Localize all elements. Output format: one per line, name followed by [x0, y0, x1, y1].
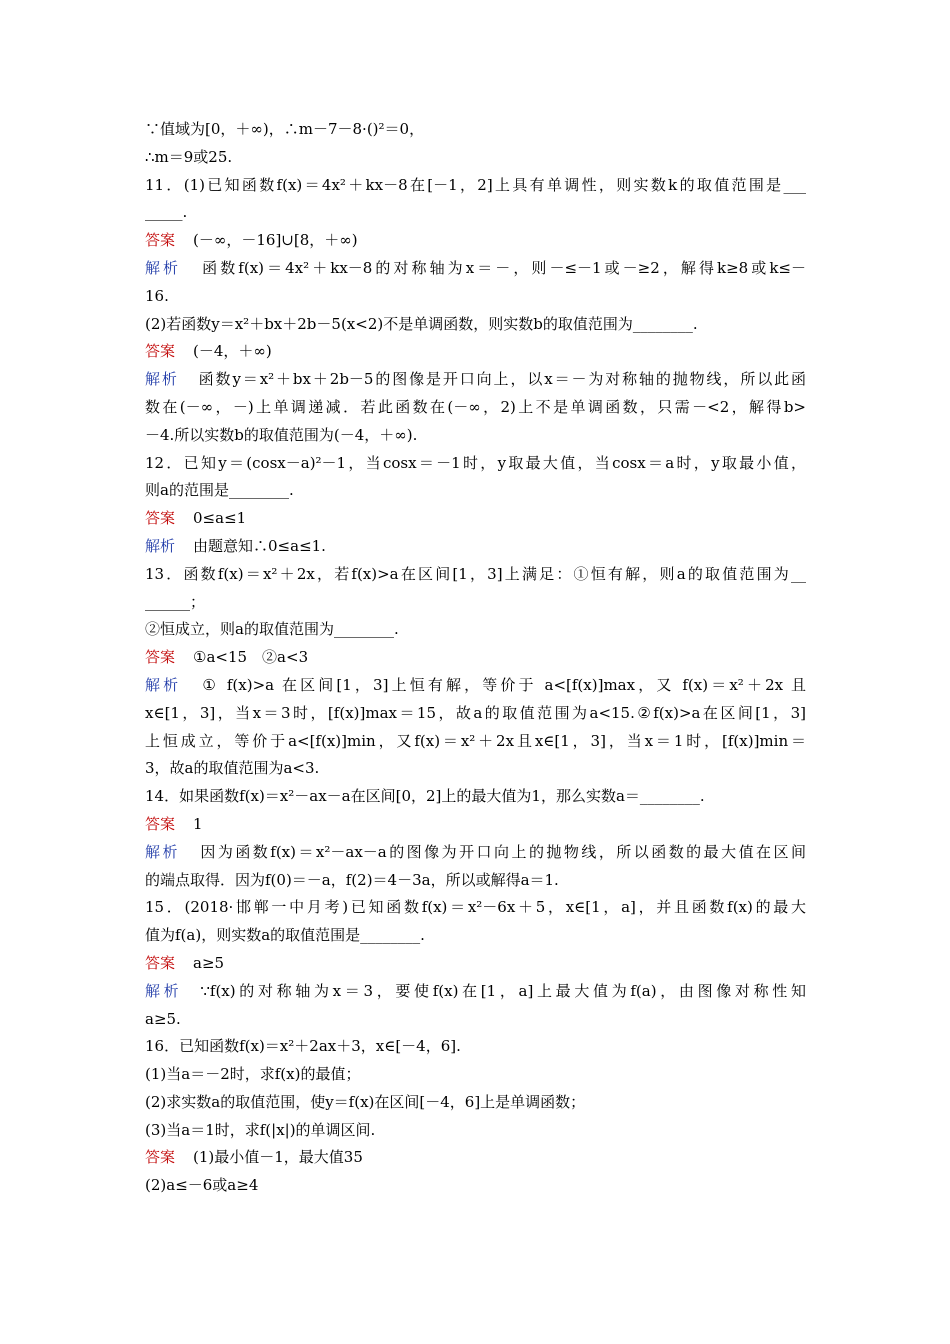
text-line: _____.	[145, 203, 188, 222]
answer-label: 答案	[145, 953, 176, 972]
analysis-label: 解析	[145, 370, 179, 389]
text-line: 值为f(a)，则实数a的取值范围是________.	[145, 926, 425, 945]
question-11-1: 11．(1)已知函数f(x)＝4x²＋kx－8在[－1，2]上具有单调性，则实数k的取值范围是___	[145, 175, 806, 194]
answer-text: 1	[193, 814, 203, 833]
text-line: －4.所以实数b的取值范围为(－4，＋∞).	[145, 425, 418, 444]
answer-text: 0≤a≤1	[193, 509, 247, 528]
answer-line	[145, 1144, 806, 1172]
analysis-line	[145, 978, 806, 1006]
analysis-label: 解析	[145, 981, 183, 1000]
analysis-text: 函数y＝x²＋bx＋2b－5的图像是开口向上，以x＝－为对称轴的抛物线，所以此函	[196, 370, 806, 389]
text-line: 3，故a的取值范围为a<3.	[145, 759, 320, 778]
analysis-text: ① f(x)>a 在区间[1，3]上恒有解，等价于 a<[f(x)]max，又 f(x)＝x²＋2x 且	[199, 675, 806, 694]
question-14: 14．如果函数f(x)＝x²－ax－a在区间[0，2]上的最大值为1，那么实数a＝________.	[145, 787, 705, 806]
text-line: (2)a≤－6或a≥4	[145, 1176, 259, 1195]
text-line: a≥5.	[145, 1009, 181, 1028]
answer-label: 答案	[145, 509, 176, 528]
answer-text: (－∞，－16]∪[8，＋∞)	[193, 231, 358, 250]
question-13: 13．函数f(x)＝x²＋2x，若f(x)>a在区间[1，3]上满足：①恒有解，则a的取值范围为__	[145, 564, 806, 583]
text-line: ②恒成立，则a的取值范围为________.	[145, 620, 399, 639]
text-line: (2)求实数a的取值范围，使y＝f(x)在区间[－4，6]上是单调函数；	[145, 1092, 586, 1111]
answer-line	[145, 338, 806, 366]
answer-text: (－4，＋∞)	[193, 342, 272, 361]
text-line: (3)当a＝1时，求f(|x|)的单调区间.	[145, 1120, 376, 1139]
analysis-label: 解析	[145, 536, 176, 555]
question-15: 15．(2018·邯郸一中月考)已知函数f(x)＝x²－6x＋5，x∈[1，a]，并且函数f(x)的最大	[145, 898, 806, 917]
answer-line	[145, 644, 806, 672]
analysis-text: 因为函数f(x)＝x²－ax－a的图像为开口向上的抛物线，所以函数的最大值在区间	[197, 842, 806, 861]
answer-line	[145, 950, 806, 978]
answer-text: (1)最小值－1，最大值35	[193, 1148, 363, 1167]
answer-line	[145, 505, 806, 533]
analysis-line	[145, 366, 806, 394]
answer-text: a≥5	[193, 953, 225, 972]
analysis-label: 解析	[145, 675, 182, 694]
answer-text: ①a<15 ②a<3	[193, 648, 309, 667]
answer-label: 答案	[145, 342, 176, 361]
answer-label: 答案	[145, 1148, 176, 1167]
question-11-2: (2)若函数y＝x²＋bx＋2b－5(x<2)不是单调函数，则实数b的取值范围为________.	[145, 314, 698, 333]
question-12: 12．已知y＝(cosx－a)²－1，当cosx＝－1时，y取最大值，当cosx＝a时，y取最小值，	[145, 453, 806, 472]
text-line: 的端点取得．因为f(0)＝－a，f(2)＝4－3a，所以或解得a＝1.	[145, 870, 559, 889]
analysis-label: 解析	[145, 842, 180, 861]
text-line: 则a的范围是________.	[145, 481, 294, 500]
question-16: 16．已知函数f(x)＝x²＋2ax＋3，x∈[－4，6].	[145, 1037, 461, 1056]
text-line: (1)当a＝－2时，求f(x)的最值；	[145, 1065, 361, 1084]
answer-label: 答案	[145, 231, 176, 250]
answer-label: 答案	[145, 814, 176, 833]
text-line: 上恒成立，等价于a<[f(x)]min，又f(x)＝x²＋2x且x∈[1，3]，当x＝1时，[f(x)]min＝	[145, 731, 806, 750]
answer-line	[145, 227, 806, 255]
text-line: ______；	[145, 592, 206, 611]
answer-line	[145, 811, 806, 839]
analysis-label: 解析	[145, 258, 182, 277]
analysis-line	[145, 839, 806, 867]
analysis-text: 函数f(x)＝4x²＋kx－8的对称轴为x＝－，则－≤－1或－≥2，解得k≥8或k≤－	[199, 258, 806, 277]
answer-label: 答案	[145, 648, 176, 667]
text-line: 数在(－∞，－)上单调递减．若此函数在(－∞，2)上不是单调函数，只需－<2，解得b>	[145, 397, 806, 416]
analysis-text: ∵f(x)的对称轴为x＝3，要使f(x)在[1，a]上最大值为f(a)，由图像对称性知	[200, 981, 806, 1000]
text-line: 16.	[145, 286, 169, 305]
analysis-line	[145, 533, 806, 561]
analysis-line	[145, 255, 806, 283]
analysis-line	[145, 672, 806, 700]
text-line: ∴m＝9或25.	[145, 147, 233, 166]
text-line: ∵值域为[0，＋∞)，∴m－7－8·()²＝0，	[145, 120, 425, 138]
text-line: x∈[1，3]，当x＝3时，[f(x)]max＝15，故a的取值范围为a<15.②f(x)>a在区间[1，3]	[145, 703, 806, 722]
analysis-text: 由题意知∴0≤a≤1.	[193, 536, 326, 555]
